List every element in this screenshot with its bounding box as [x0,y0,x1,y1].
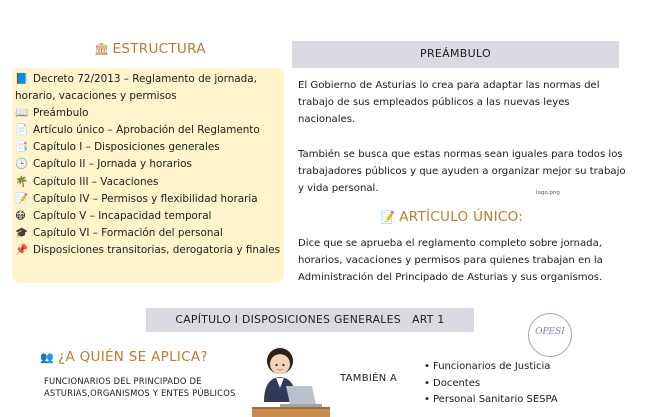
graduation-cap-icon: 🎓 [15,226,29,239]
preambulo-paragraph-2: También se busca que estas normas sean iguales para todos los trabajadores públicos y que ayuden a organizar mejor su trabajo y vida personal. [298,149,626,195]
memo-icon: 📝 [15,192,29,205]
blue-book-icon: 📘 [15,73,29,85]
estructura-item-capitulo-4: 📝 Capítulo IV – Permisos y flexibilidad horaria [15,191,285,208]
list-item: • Docentes [424,376,558,393]
estructura-item-capitulo-3: 🌴 Capítulo III – Vacaciones [15,174,285,191]
preambulo-paragraph-1: El Gobierno de Asturias lo crea para adaptar las normas del trabajo de sus empleados públicos a las nuevas leyes nacionales. [298,80,600,126]
stamp-logo-text: OPESI [535,327,565,337]
estructura-item-capitulo-2: 🕒 Capítulo II – Jornada y horarios [15,156,285,173]
estructura-item-disposiciones: 📌 Disposiciones transitorias, derogatoria y finales [15,242,285,259]
tambien-label: TAMBIÉN A [340,373,398,384]
document-pencil-icon: 📝 [380,210,396,224]
quien-description: FUNCIONARIOS DEL PRINCIPADO DE ASTURIAS,ORGANISMOS Y ENTES PÚBLICOS [44,376,236,398]
estructura-item-capitulo-1: 📑 Capítulo I – Disposiciones generales [15,139,285,156]
palm-tree-icon: 🌴 [15,175,29,188]
page-icon: 📄 [15,124,29,137]
articulo-title: 📝 ARTÍCULO ÚNICO: [380,209,524,225]
open-book-icon: 📖 [15,107,29,120]
bank-icon: 🏛 [94,42,110,56]
tambien-list [424,359,558,409]
list-item: • Funcionarios de Justicia [424,359,558,376]
bookmark-tabs-icon: 📑 [15,141,29,154]
articulo-paragraph: Dice que se aprueba el reglamento completo sobre jornada, horarios, vacaciones y permisos para quienes trabajan en la Administración del Principado de Asturias y sus organismos. [298,238,603,284]
estructura-item-capitulo-6: 🎓 Capítulo VI – Formación del personal [15,225,285,242]
capitulo-title: CAPÍTULO I DISPOSICIONES GENERALES ART 1 [175,313,445,326]
clock-icon: 🕒 [15,158,29,171]
pushpin-icon: 📌 [15,243,29,256]
estructura-item-preambulo: 📖 Preámbulo [15,105,285,122]
list-item: • Personal Sanitario SESPA [424,392,558,409]
quien-title: 👥 ¿A QUIÉN SE APLICA? [40,349,208,365]
people-icon: 👥 [40,351,54,364]
estructura-item-decreto: 📘 Decreto 72/2013 – Reglamento de jornada, horario, vacaciones y permisos [15,73,257,103]
mask-face-icon: 😷 [15,209,26,222]
estructura-item-articulo: 📄 Artículo único – Aprobación del Reglamento [15,122,285,139]
preambulo-title: PREÁMBULO [420,47,491,60]
estructura-title: 🏛 ESTRUCTURA [94,41,206,57]
estructura-item-capitulo-5: 😷 Capítulo V – Incapacidad temporal [15,208,285,225]
estructura-list [15,71,285,259]
logo-placeholder-icon: logo.png [536,190,560,196]
office-worker-illustration [250,344,332,417]
